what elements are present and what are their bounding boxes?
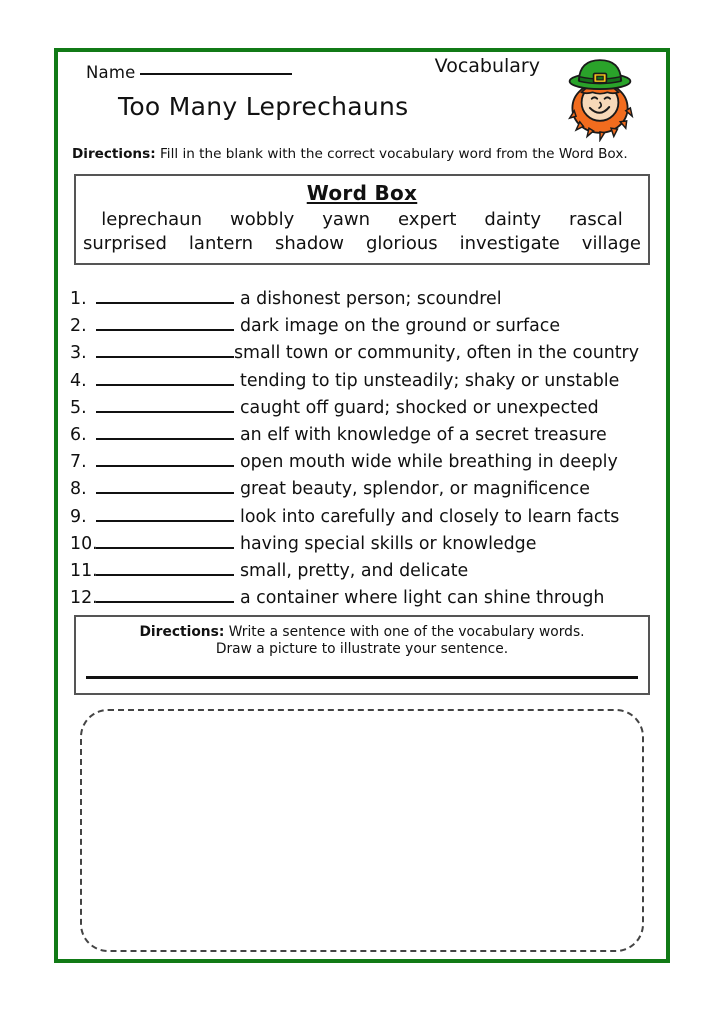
worksheet-content: [58, 52, 666, 959]
sentence-writing-line[interactable]: [86, 676, 638, 679]
definition-item: [70, 505, 658, 532]
definition-answer-blank[interactable]: [96, 477, 234, 494]
word-box-row-2: [76, 232, 648, 256]
definition-text: small town or community, often in the country: [234, 343, 640, 364]
directions-bottom-line-1: [76, 624, 648, 640]
definition-number: 3.: [70, 343, 87, 364]
definition-text: small, pretty, and delicate: [240, 560, 469, 581]
word-box-row-1: [76, 208, 648, 232]
word-box-word: shadow: [275, 232, 344, 254]
definition-answer-blank[interactable]: [96, 341, 234, 358]
definition-number: 8.: [70, 479, 87, 500]
definition-answer-blank[interactable]: [96, 423, 234, 440]
definition-answer-blank[interactable]: [96, 586, 234, 603]
definition-item: [70, 396, 658, 423]
definition-answer-blank[interactable]: [96, 505, 234, 522]
word-box-word: wobbly: [229, 209, 295, 230]
definition-answer-blank[interactable]: [96, 396, 234, 413]
definition-text: having special skills or knowledge: [240, 533, 537, 554]
word-box-word: glorious: [365, 232, 438, 254]
definition-number: 6.: [70, 424, 87, 445]
leprechaun-icon: [554, 50, 646, 142]
definition-item: [70, 586, 658, 613]
definition-answer-blank[interactable]: [96, 287, 234, 304]
definition-text: great beauty, splendor, or magnificence: [240, 479, 590, 500]
word-box-word: village: [581, 232, 641, 254]
definition-text: an elf with knowledge of a secret treasure: [240, 424, 607, 445]
definition-text: tending to tip unsteadily; shaky or unstable: [240, 370, 620, 391]
definition-answer-blank[interactable]: [96, 532, 234, 549]
name-input-blank[interactable]: [140, 60, 292, 75]
definition-number: 4.: [70, 370, 87, 391]
definition-number: 10.: [70, 533, 98, 554]
definition-answer-blank[interactable]: [96, 450, 234, 467]
word-box-word: lantern: [188, 232, 253, 254]
page-title: Too Many Leprechauns: [118, 92, 409, 121]
definition-item: [70, 341, 658, 368]
definition-answer-blank[interactable]: [96, 314, 234, 331]
name-label: Name: [86, 63, 136, 82]
word-box-word: yawn: [322, 209, 371, 230]
directions-bottom-label: Directions:: [139, 624, 225, 640]
definition-text: a container where light can shine through: [240, 588, 605, 609]
definition-number: 9.: [70, 506, 87, 527]
word-box-word: expert: [398, 209, 457, 230]
definitions-list: [70, 287, 658, 613]
definition-text: caught off guard; shocked or unexpected: [240, 397, 599, 418]
word-box-word: dainty: [484, 209, 541, 230]
directions-bottom-box: [74, 615, 650, 695]
directions-top-text: Fill in the blank with the correct vocabulary word from the Word Box.: [159, 146, 628, 162]
definition-number: 7.: [70, 452, 87, 473]
word-box: [74, 174, 650, 265]
definition-number: 1.: [70, 289, 87, 309]
directions-top-label: Directions:: [72, 146, 156, 162]
drawing-area[interactable]: [80, 709, 644, 952]
definition-item: [70, 314, 658, 341]
directions-bottom-text-1: Write a sentence with one of the vocabulary words.: [228, 624, 585, 640]
definition-text: dark image on the ground or surface: [240, 316, 561, 337]
word-box-word: investigate: [459, 232, 560, 254]
word-box-word: surprised: [83, 232, 167, 254]
directions-bottom-line-2: Draw a picture to illustrate your sentence.: [215, 641, 509, 657]
worksheet-header: [72, 52, 652, 144]
definition-item: [70, 559, 658, 586]
definition-text: a dishonest person; scoundrel: [240, 289, 502, 309]
word-box-word: leprechaun: [101, 209, 202, 230]
definition-item: [70, 532, 658, 559]
definition-number: 11.: [70, 560, 98, 581]
definition-text: look into carefully and closely to learn facts: [240, 506, 620, 527]
definition-number: 2.: [70, 316, 87, 337]
worksheet-frame: [54, 48, 670, 963]
name-field[interactable]: [86, 60, 292, 82]
definition-number: 12.: [70, 588, 98, 609]
word-box-word: rascal: [569, 209, 623, 230]
word-box-title: Word Box: [306, 181, 418, 205]
definition-text: open mouth wide while breathing in deeply: [240, 452, 618, 473]
definition-answer-blank[interactable]: [96, 559, 234, 576]
definition-answer-blank[interactable]: [96, 369, 234, 386]
definition-item: [70, 477, 658, 504]
definition-item: [70, 287, 658, 314]
directions-top: [72, 146, 628, 162]
subject-tag: Vocabulary: [434, 55, 540, 77]
definition-item: [70, 423, 658, 450]
definition-item: [70, 450, 658, 477]
definition-item: [70, 369, 658, 396]
definition-number: 5.: [70, 397, 87, 418]
